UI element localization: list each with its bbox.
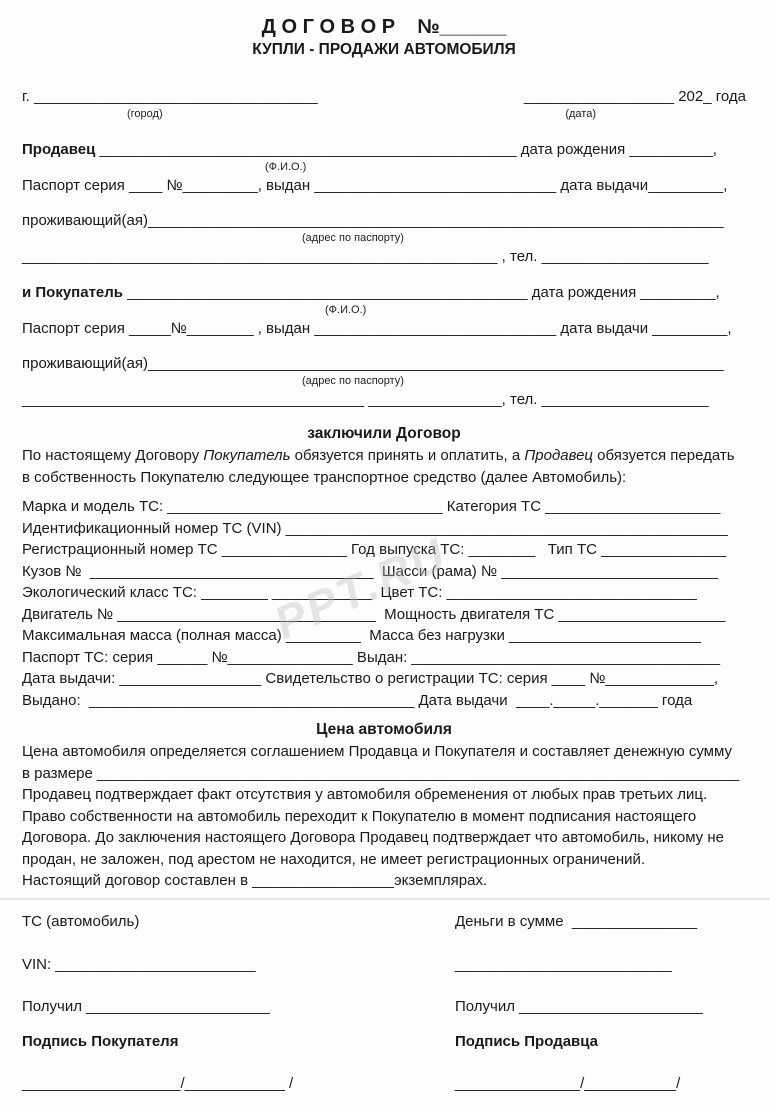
city-date-row xyxy=(22,86,746,108)
doc-subtitle: КУПЛИ - ПРОДАЖИ АВТОМОБИЛЯ xyxy=(252,41,516,58)
city-date-captions xyxy=(22,108,746,121)
buyer-fio-caption: (Ф.И.О.) xyxy=(325,304,367,316)
vehicle-passport-line: Паспорт ТС: серия ______ №_______________ Выдан: _____________________________________ xyxy=(22,648,721,666)
watermark: PPT.RU xyxy=(266,527,456,650)
copies-line: Настоящий договор составлен в _________________экземплярах. xyxy=(22,872,488,889)
city-caption: (город) xyxy=(127,108,163,120)
price-paragraph-line6: продан, не заложен, под арестом не находится, не имеет регистрационных ограничений. xyxy=(22,850,646,868)
vehicle-spec-section xyxy=(22,496,746,711)
price-paragraph-line4: Право собственности на автомобиль переходит к Покупателю в момент подписания настоящего xyxy=(22,807,697,825)
buyer-signature-line: ___________________/____________ / xyxy=(22,1074,294,1092)
vehicle-body-chassis-line: Кузов № __________________________________ Шасси (рама) № __________________________ xyxy=(22,562,719,580)
vehicle-make-model-line: Марка и модель ТС: _________________________________ Категория ТС _____________________ xyxy=(22,498,721,515)
seller-label: Продавец xyxy=(22,141,96,158)
city-line: г. __________________________________ xyxy=(22,88,318,105)
seller-residing-line: проживающий(ая)_____________________________________________________________________ xyxy=(22,212,724,229)
seller-address-caption: (адрес по паспорту) xyxy=(302,232,404,244)
buyer-passport-line: Паспорт серия _____№________ , выдан _____________________________ дата выдачи _________, xyxy=(22,320,732,337)
vehicle-eco-class-color-line: Экологический класс ТС: ________ ____________ Цвет ТС: ______________________________ xyxy=(22,584,697,601)
vehicle-reg-certificate-line: Дата выдачи: _________________ Свидетельство о регистрации ТС: серия ____ №_____________, xyxy=(22,670,719,687)
date-line: __________________ 202_ года xyxy=(523,88,746,105)
price-amount-line: в размере _____________________________________________________________________________ xyxy=(22,764,740,782)
seller-name-line xyxy=(22,139,746,161)
price-paragraph-line1: Цена автомобиля определяется соглашением Продавца и Покупателя и составляет денежную сумму xyxy=(22,743,732,760)
buyer-word-italic: Покупатель xyxy=(203,447,291,464)
buyer-name-blank: ________________________________________________ дата рождения _________, xyxy=(123,284,720,301)
handover-left-column xyxy=(22,911,455,1095)
agreement-paragraph-line2: в собственность Покупателю следующее транспортное средство (далее Автомобиль): xyxy=(22,468,627,486)
vehicle-issued-line: Выдано: _______________________________________ Дата выдачи ____._____._______ года xyxy=(22,691,693,709)
price-heading: Цена автомобиля xyxy=(316,721,452,738)
seller-word-italic: Продавец xyxy=(524,447,594,464)
date-caption: (дата) xyxy=(565,108,596,120)
buyer-address-caption: (адрес по паспорту) xyxy=(302,375,404,387)
vehicle-reg-number-line: Регистрационный номер ТС _______________ Год выпуска ТС: ________ Тип ТС _______________ xyxy=(22,541,727,558)
seller-fio-caption: (Ф.И.О.) xyxy=(265,161,307,173)
seller-signature-line: _______________/___________/ xyxy=(455,1074,681,1092)
money-sum-line: Деньги в сумме _______________ xyxy=(455,912,698,930)
seller-received-line: Получил ______________________ xyxy=(455,997,703,1015)
tc-label: ТС (автомобиль) xyxy=(22,912,140,930)
buyer-name-line xyxy=(22,282,746,304)
seller-contact-line: _________________________________________________________ , тел. ____________________ xyxy=(22,248,709,265)
agreement-heading: заключили Договор xyxy=(307,425,461,442)
buyer-residing-line: проживающий(ая)_____________________________________________________________________ xyxy=(22,355,724,372)
price-paragraph-line3: Продавец подтверждает факт отсутствия у автомобиля обременения от любых прав третьих лиц. xyxy=(22,786,708,803)
doc-title: Д О Г О В О Р №______ xyxy=(261,16,507,38)
vehicle-vin-line: Идентификационный номер ТС (VIN) _____________________________________________________ xyxy=(22,519,728,537)
handover-section xyxy=(22,911,746,1095)
agreement-paragraph-line1: По настоящему Договору Покупатель обязуется принять и оплатить, а Продавец обязуется передать xyxy=(22,447,735,464)
buyer-label: и Покупатель xyxy=(22,284,124,301)
seller-name-blank: __________________________________________________ дата рождения __________, xyxy=(95,141,717,158)
vehicle-engine-line: Двигатель № _______________________________ Мощность двигателя ТС ____________________ xyxy=(22,605,726,623)
buyer-section xyxy=(22,282,746,411)
seller-section xyxy=(22,139,746,268)
vin-line: VIN: ________________________ xyxy=(22,955,256,973)
vehicle-mass-line: Максимальная масса (полная масса) _________ Масса без нагрузки _______________________ xyxy=(22,627,701,644)
buyer-signature-label: Подпись Покупателя xyxy=(22,1032,179,1050)
buyer-contact-line: _________________________________________ ________________, тел. ____________________ xyxy=(22,391,709,408)
seller-passport-line: Паспорт серия ____ №_________, выдан _____________________________ дата выдачи_________, xyxy=(22,177,728,194)
money-blank-line: __________________________ xyxy=(455,955,672,973)
price-paragraph-line5: Договора. До заключения настоящего Договора Продавец подтверждает что автомобиль, никому не xyxy=(22,829,724,846)
seller-signature-label: Подпись Продавца xyxy=(455,1032,599,1050)
handover-right-column xyxy=(455,911,746,1095)
section-divider xyxy=(0,898,770,900)
buyer-received-line: Получил ______________________ xyxy=(22,997,270,1015)
